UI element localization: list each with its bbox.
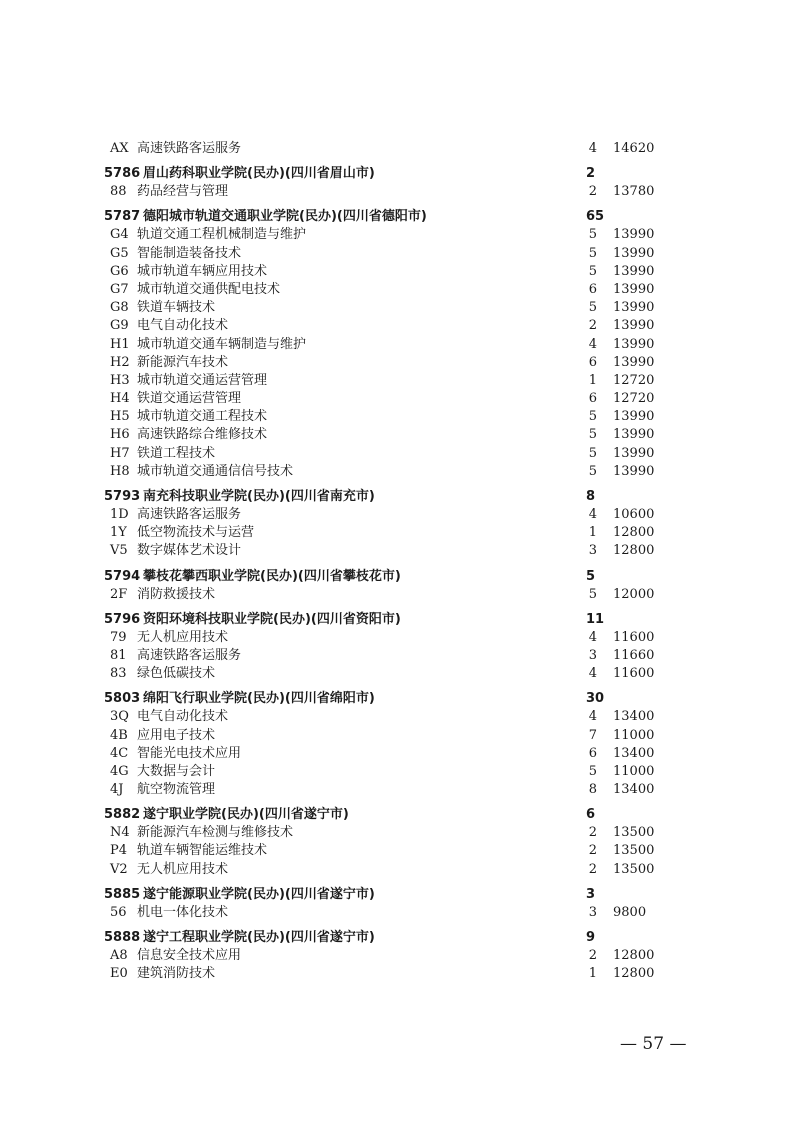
major-row	[0, 317, 800, 335]
school-total: 3	[586, 886, 596, 902]
enrollment-table	[0, 140, 800, 989]
school-group	[0, 928, 800, 983]
major-row	[0, 965, 800, 983]
major-count: 5	[588, 263, 597, 279]
major-count: 5	[588, 227, 597, 243]
major-fee: 13990	[613, 354, 655, 370]
major-row	[0, 629, 800, 647]
major-code: V2	[110, 861, 128, 877]
major-fee: 13990	[613, 227, 655, 243]
major-name: 机电一体化技术	[137, 904, 229, 920]
major-name: 新能源汽车检测与维修技术	[137, 825, 294, 841]
major-fee: 13500	[613, 825, 655, 841]
school-total: 9	[586, 930, 596, 945]
major-count: 2	[588, 861, 597, 877]
major-fee: 12800	[613, 966, 655, 982]
major-fee: 11000	[613, 727, 655, 743]
major-code: N4	[110, 825, 130, 841]
major-code: G7	[110, 281, 129, 297]
school-name: 绵阳飞行职业学院(民办)(四川省绵阳市)	[143, 691, 375, 707]
major-row	[0, 524, 800, 542]
major-name: 高速铁路客运服务	[137, 141, 242, 156]
school-header	[0, 164, 800, 183]
school-code: 5888	[104, 930, 141, 945]
major-count: 4	[588, 666, 597, 682]
school-group	[0, 207, 800, 481]
school-code: 5787	[104, 209, 141, 225]
major-count: 1	[588, 966, 597, 982]
major-code: H6	[110, 427, 130, 443]
major-count: 2	[588, 825, 597, 841]
major-fee: 11600	[613, 629, 655, 645]
major-code: AX	[110, 141, 129, 156]
school-total: 2	[586, 166, 596, 182]
major-row	[0, 586, 800, 604]
major-fee: 13500	[613, 843, 655, 859]
major-row	[0, 336, 800, 354]
major-count: 5	[588, 463, 597, 479]
major-count: 3	[588, 543, 597, 559]
major-row	[0, 226, 800, 244]
school-total: 65	[586, 209, 605, 225]
school-header	[0, 487, 800, 506]
major-row	[0, 183, 800, 201]
major-code: H2	[110, 354, 130, 370]
major-name: 绿色低碳技术	[137, 666, 216, 682]
major-fee: 10600	[613, 507, 655, 522]
major-row	[0, 824, 800, 842]
major-code: G6	[110, 263, 129, 279]
school-code: 5882	[104, 807, 141, 823]
major-count: 1	[588, 525, 597, 541]
major-code: H1	[110, 336, 130, 352]
major-name: 数字媒体艺术设计	[137, 543, 242, 559]
major-row	[0, 245, 800, 263]
school-group	[0, 805, 800, 879]
major-row	[0, 727, 800, 745]
major-count: 5	[588, 445, 597, 461]
major-name: 城市轨道交通供配电技术	[137, 281, 281, 297]
school-header	[0, 567, 800, 586]
major-row	[0, 861, 800, 879]
major-fee: 13990	[613, 318, 655, 334]
major-count: 2	[588, 843, 597, 859]
major-fee: 13500	[613, 861, 655, 877]
major-name: 消防救援技术	[137, 586, 216, 602]
major-count: 7	[588, 727, 597, 743]
major-row	[0, 947, 800, 965]
major-count: 6	[588, 745, 597, 761]
major-code: 81	[110, 647, 127, 663]
major-code: 4B	[110, 727, 128, 743]
school-name: 南充科技职业学院(民办)(四川省南充市)	[143, 489, 375, 504]
school-code: 5885	[104, 886, 141, 902]
school-name: 遂宁工程职业学院(民办)(四川省遂宁市)	[143, 930, 375, 945]
school-code: 5796	[104, 611, 141, 627]
major-row	[0, 542, 800, 560]
major-count: 5	[588, 427, 597, 443]
major-count: 5	[588, 763, 597, 779]
major-name: 轨道车辆智能运维技术	[137, 843, 268, 859]
school-code: 5794	[104, 568, 141, 584]
major-row	[0, 299, 800, 317]
school-group	[0, 610, 800, 684]
school-code: 5803	[104, 691, 141, 707]
major-count: 2	[588, 318, 597, 334]
school-header	[0, 207, 800, 226]
major-fee: 13400	[613, 782, 655, 798]
major-row	[0, 372, 800, 390]
major-code: 1D	[110, 507, 129, 522]
major-row	[0, 842, 800, 860]
major-code: G8	[110, 300, 129, 316]
school-header	[0, 928, 800, 947]
major-name: 低空物流技术与运营	[137, 525, 255, 541]
major-count: 5	[588, 300, 597, 316]
major-count: 4	[588, 507, 597, 522]
major-fee: 12000	[613, 586, 655, 602]
major-row	[0, 263, 800, 281]
major-code: 4G	[110, 763, 129, 779]
major-name: 高速铁路客运服务	[137, 507, 242, 522]
major-name: 城市轨道交通通信信号技术	[137, 463, 294, 479]
major-code: 4J	[110, 782, 124, 798]
major-name: 电气自动化技术	[137, 709, 229, 725]
major-count: 4	[588, 336, 597, 352]
school-name: 德阳城市轨道交通职业学院(民办)(四川省德阳市)	[143, 209, 427, 225]
major-name: 应用电子技术	[137, 727, 216, 743]
major-row	[0, 904, 800, 922]
major-fee: 13780	[613, 184, 655, 200]
school-group	[0, 487, 800, 561]
major-fee: 14620	[613, 141, 655, 156]
school-name: 眉山药科职业学院(民办)(四川省眉山市)	[143, 166, 375, 182]
major-name: 航空物流管理	[137, 782, 216, 798]
major-row	[0, 647, 800, 665]
major-count: 6	[588, 281, 597, 297]
school-group	[0, 567, 800, 604]
major-fee: 13990	[613, 463, 655, 479]
major-row	[0, 781, 800, 799]
major-code: H8	[110, 463, 130, 479]
major-count: 2	[588, 948, 597, 963]
major-count: 1	[588, 372, 597, 388]
major-count: 5	[588, 245, 597, 261]
major-code: 2F	[110, 586, 128, 602]
major-code: 3Q	[110, 709, 129, 725]
continued-rows	[0, 140, 800, 158]
major-fee: 12720	[613, 372, 655, 388]
major-count: 2	[588, 184, 597, 200]
major-fee: 13990	[613, 245, 655, 261]
major-code: G9	[110, 318, 129, 334]
major-code: G4	[110, 227, 129, 243]
school-group	[0, 885, 800, 922]
major-fee: 13990	[613, 300, 655, 316]
major-row	[0, 763, 800, 781]
major-name: 轨道交通工程机械制造与维护	[137, 227, 307, 243]
major-name: 高速铁路客运服务	[137, 647, 242, 663]
major-row	[0, 408, 800, 426]
major-count: 5	[588, 586, 597, 602]
major-row	[0, 463, 800, 481]
major-count: 3	[588, 904, 597, 920]
school-name: 遂宁能源职业学院(民办)(四川省遂宁市)	[143, 886, 375, 902]
major-count: 5	[588, 409, 597, 425]
major-count: 6	[588, 354, 597, 370]
major-fee: 13990	[613, 409, 655, 425]
school-total: 6	[586, 807, 596, 823]
major-count: 6	[588, 391, 597, 407]
major-name: 信息安全技术应用	[137, 948, 242, 963]
major-code: H3	[110, 372, 130, 388]
school-total: 30	[586, 691, 605, 707]
major-name: 药品经营与管理	[137, 184, 229, 200]
school-total: 11	[586, 611, 605, 627]
school-group	[0, 689, 800, 799]
major-row	[0, 445, 800, 463]
major-code: 83	[110, 666, 127, 682]
major-count: 3	[588, 647, 597, 663]
school-header	[0, 805, 800, 824]
major-name: 城市轨道交通运营管理	[137, 372, 268, 388]
major-name: 建筑消防技术	[137, 966, 216, 982]
major-name: 智能光电技术应用	[137, 745, 242, 761]
major-count: 4	[588, 141, 597, 156]
major-row	[0, 506, 800, 524]
school-code: 5786	[104, 166, 141, 182]
school-header	[0, 689, 800, 708]
major-count: 4	[588, 629, 597, 645]
major-row	[0, 281, 800, 299]
school-total: 8	[586, 489, 596, 504]
major-fee: 13990	[613, 281, 655, 297]
major-name: 新能源汽车技术	[137, 354, 229, 370]
major-code: 1Y	[110, 525, 127, 541]
major-row	[0, 745, 800, 763]
major-code: P4	[110, 843, 128, 859]
major-fee: 11000	[613, 763, 655, 779]
major-code: E0	[110, 966, 128, 982]
major-fee: 11660	[613, 647, 655, 663]
school-name: 遂宁职业学院(民办)(四川省遂宁市)	[143, 807, 349, 823]
major-name: 铁道车辆技术	[137, 300, 216, 316]
school-total: 5	[586, 568, 596, 584]
major-name: 铁道交通运营管理	[137, 391, 242, 407]
school-name: 资阳环境科技职业学院(民办)(四川省资阳市)	[143, 611, 401, 627]
major-name: 城市轨道车辆应用技术	[137, 263, 268, 279]
major-code: G5	[110, 245, 129, 261]
major-code: H7	[110, 445, 130, 461]
major-fee: 13990	[613, 427, 655, 443]
major-code: 4C	[110, 745, 129, 761]
major-code: 79	[110, 629, 127, 645]
major-code: H5	[110, 409, 130, 425]
page-number: — 57 —	[620, 1034, 687, 1054]
major-count: 8	[588, 782, 597, 798]
major-row	[0, 708, 800, 726]
major-fee: 12800	[613, 543, 655, 559]
school-header	[0, 610, 800, 629]
major-name: 大数据与会计	[137, 763, 216, 779]
major-name: 电气自动化技术	[137, 318, 229, 334]
major-row	[0, 426, 800, 444]
school-header	[0, 885, 800, 904]
major-row	[0, 665, 800, 683]
school-group	[0, 164, 800, 201]
major-fee: 13990	[613, 336, 655, 352]
major-code: H4	[110, 391, 130, 407]
major-fee: 12720	[613, 391, 655, 407]
major-name: 铁道工程技术	[137, 445, 216, 461]
major-fee: 13400	[613, 745, 655, 761]
major-code: 56	[110, 904, 127, 920]
major-name: 无人机应用技术	[137, 861, 229, 877]
major-name: 高速铁路综合维修技术	[137, 427, 268, 443]
major-code: V5	[110, 543, 128, 559]
major-fee: 13990	[613, 445, 655, 461]
major-fee: 11600	[613, 666, 655, 682]
major-name: 智能制造装备技术	[137, 245, 242, 261]
school-name: 攀枝花攀西职业学院(民办)(四川省攀枝花市)	[143, 568, 401, 584]
major-fee: 12800	[613, 948, 655, 963]
major-name: 无人机应用技术	[137, 629, 229, 645]
school-code: 5793	[104, 489, 141, 504]
major-code: A8	[110, 948, 128, 963]
major-row	[0, 390, 800, 408]
major-row	[0, 354, 800, 372]
major-name: 城市轨道交通工程技术	[137, 409, 268, 425]
major-code: 88	[110, 184, 127, 200]
major-fee: 13400	[613, 709, 655, 725]
major-count: 4	[588, 709, 597, 725]
major-fee: 9800	[613, 904, 647, 920]
major-fee: 12800	[613, 525, 655, 541]
major-row	[0, 140, 800, 158]
major-fee: 13990	[613, 263, 655, 279]
major-name: 城市轨道交通车辆制造与维护	[137, 336, 307, 352]
